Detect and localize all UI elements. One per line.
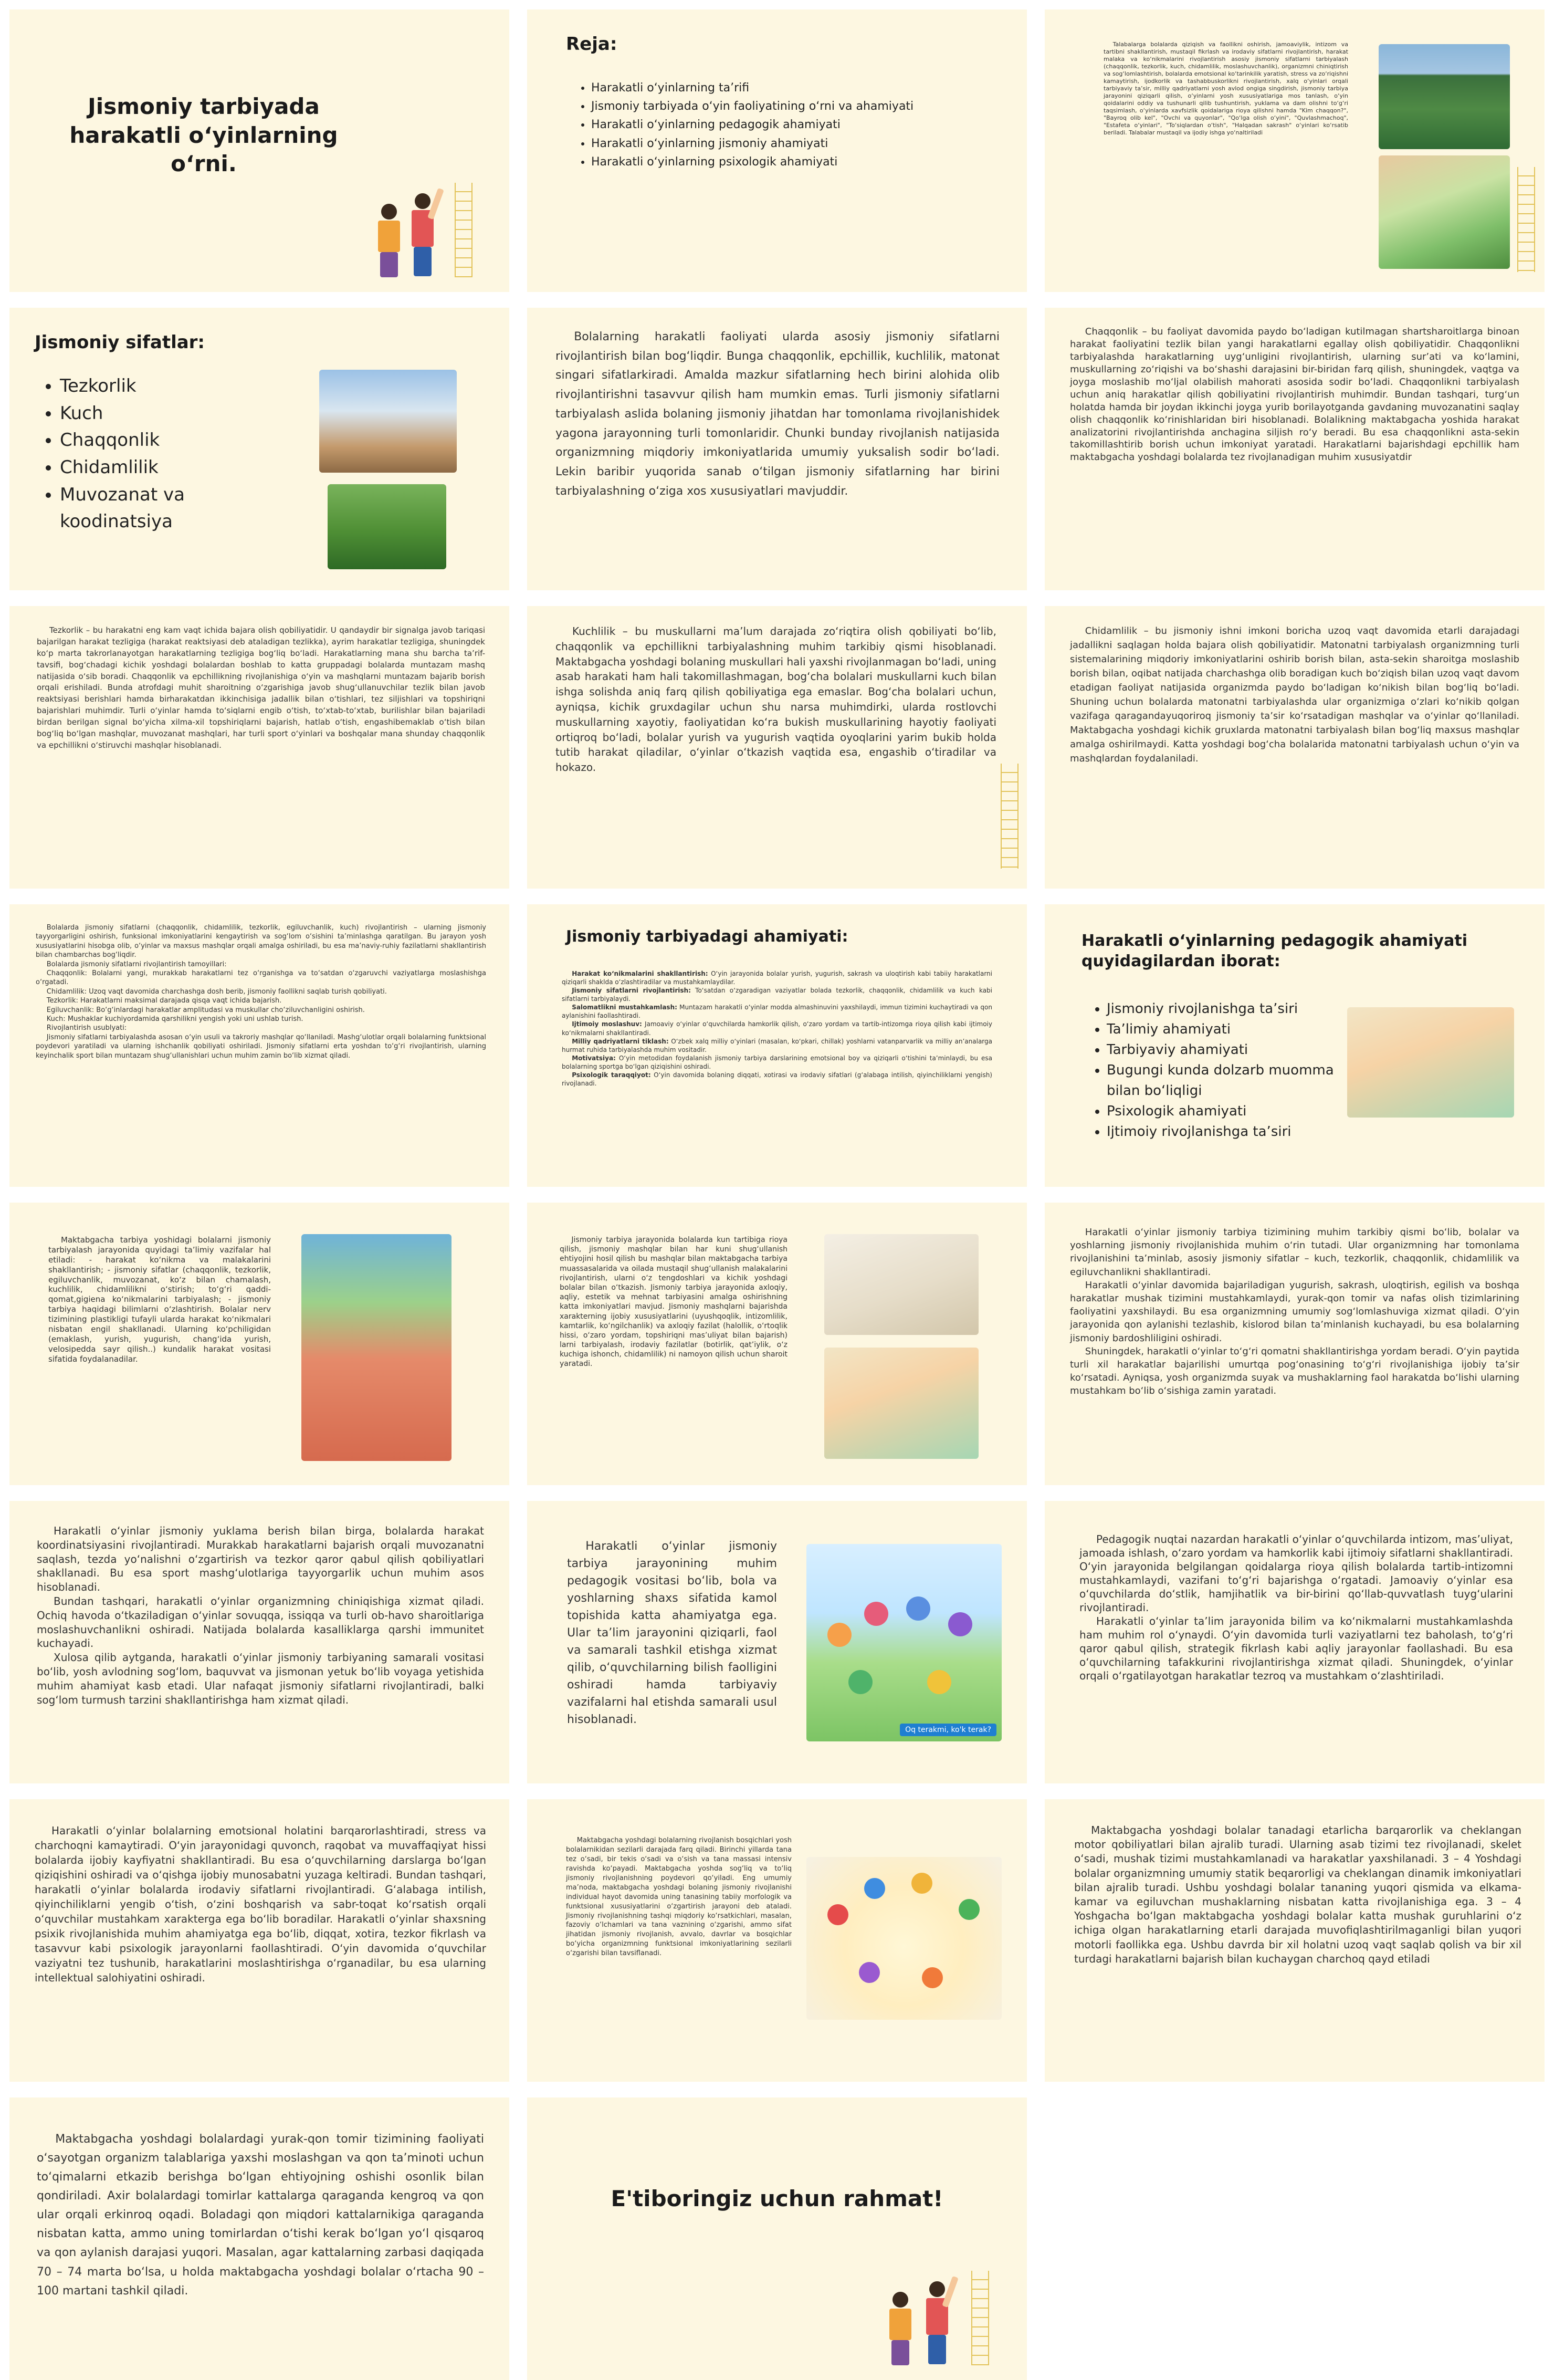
child-figure: [922, 1967, 943, 1988]
child-figure: [859, 1962, 880, 1983]
kid-figure-head: [381, 204, 397, 220]
quality-item: • Chidamlilik: [60, 454, 296, 482]
importance-list: Harakat ko‘nikmalarini shakllantirish: O‘yin jarayonida bolalar yurish, yugurish, sakrash va uloqtirish kabi tabiiy harakatlarni qiziqarli shaklda o‘zlashtiradilar va mustahkamlaydilar. Jismoniy sifatlarni rivojlantirish: To‘satdan o‘zgaradigan vaziyatlar bolada tezkorlik, chaqqonlik, chidamlilik va kuch kabi sifatlarni tarbiyalaydi. Salomatlikni mustahkamlash: Muntazam harakatli o‘yinlar modda almashinuvini yaxshilaydi, immun tizimini kuchaytiradi va qon aylanishini faollashtiradi. Ijtimoiy moslashuv: Jamoaviy o‘yinlar o‘quvchilarda hamkorlik qilish, o‘zaro yordam va tartib-intizomga rioya qilish kabi ijtimoiy ko‘nikmalarni shakllantiradi. Milliy qadriyatlarni tiklash: O‘zbek xalq milliy o‘yinlari (masalan, ko‘pkari, chillak) yoshlarni vatanparvarlik va milliy an’analarga hurmat ruhida tarbiyalashda muhim vositadir. Motivatsiya: O‘yin metodidan foydalanish jismoniy tarbiya darslarining emotsional boy va qiziqarli o‘tishini ta’minlaydi, bu esa bolalarning sportga bo‘lgan qiziqishini oshiradi. Psixologik taraqqiyot: O‘yin davomida bolaning diqqati, xotirasi va irodaviy sifatlari (g‘alabaga intilish, qiyinchiliklarni yengish) rivojlanadi.: [562, 970, 992, 1088]
kids-exercise-photo: [824, 1348, 979, 1459]
slide-principles: [9, 904, 509, 1187]
plan-item: • Harakatli o‘yinlarning psixologik ahamiyati: [591, 153, 1001, 171]
child-figure: [959, 1899, 980, 1920]
development-text: Bolalarning harakatli faoliyati ularda asosiy jismoniy sifatlarni rivojlantirish bilan bog‘liqdir. Bunga chaqqonlik, epchillik, kuchlilik, matonat singari sifatlarkiradi. Amalda mazkur sifatlarning hech birini alohida olib rivojlantirishni tasavvur qilish ham mumkin emas. Turli jismoniy sifatlarni tarbiyalash aslida bolaning jismoniy jihatdan har tomonlama rivojlanishidek yagona jarayonning turli tomonlaridir. Chunki bunday rivojlanish natijasida organizmning miqdoriy imkoniyatlarida umumiy yuksalish sodir bo‘ladi. Lekin baribir yuqorida sanab o‘tilgan jismoniy sifatlarning har birini tarbiyalashning o‘ziga xos xususiyatlari mavjuddir.: [555, 330, 1000, 498]
slide-plan: [527, 9, 1027, 292]
emotional-text: Harakatli o‘yinlar bolalarning emotsional holatini barqarorlashtiradi, stress va charchoqni kamaytiradi. O‘yin jarayonidagi quvonch, raqobat va muvaffaqiyat hissi bolalarda ijobiy kayfiyatni shakllantiradi. Bu esa o‘quvchilarning darslarga bo‘lgan qiziqishini oshiradi va o‘qishga ijobiy munosabatni yuzaga keltiradi. Bundan tashqari, harakatli o‘yinlar bolalarda irodaviy sifatlarni rivojlantiradi. G‘alabaga intilish, qiyinchiliklarni yengib o‘tish, o‘zini boshqarish va sabr-toqat ko‘rsatish orqali o‘quvchilar mustahkam xarakterga ega bo‘lib boradilar. Harakatli o‘yinlar shaxsning psixik rivojlanishida muhim ahamiyatga ega bo‘lib, diqqat, xotira, tezkor fikrlash va tasavvur kabi psixologik jarayonlarni faollashtiradi. O‘yin davomida o‘quvchilar vaziyatni tez tushunib, harakatlarini moslashtirishga o‘rganadilar, bu esa ularning intellektual salohiyatini oshiradi.: [35, 1824, 486, 1984]
slide-agility: [1045, 308, 1545, 590]
slide-endurance: [1045, 606, 1545, 889]
kid-figure-head: [415, 193, 430, 209]
endurance-text: Chidamlilik – bu jismoniy ishni imkoni boricha uzoq vaqt davomida etarli darajadagi jadallikni saqlagan holda bajara olish qobiliyatidir. Matonatni tarbiyalash organizmning turli sistemalarining miqdoriy imkoniyatlarini oshirib borish bilan, asta-sekin sharoitga moslashib borish bilan, oqibat natijada charchashga olib boradigan kuch bo‘ziqish bilan uzoq vaqt davom etadigan faoliyat natijasida organizmda paydo bo‘ladigan ko‘nikish bilan bog‘liq bo‘ladi. Shuning uchun bolalarda matonatni tarbiyalashda ular organizmiga o‘zlari ko‘nikib qolgan vazifaga qaragandayuqoriroq jismoniy ta’sir ko‘rsatadigan mashqlar va o‘yinlar qo‘llaniladi. Maktabgacha yoshdagi kichik gruxlarda matonatni tarbiyalash bilan bog‘liq maxsus mashqlar amalga oshirilmaydi. Katta yoshdagi bog‘cha bolalarida matonatni tarbiyalash uchun o‘yin va mashqlardan foydalaniladi.: [1070, 625, 1519, 764]
pedagogical-item: • Jismoniy rivojlanishga ta’siri: [1107, 999, 1338, 1019]
pedagogical-title: Harakatli o‘yinlarning pedagogik ahamiyati quyidagilardan iborat:: [1082, 932, 1467, 970]
kid-figure-legs: [414, 247, 432, 276]
slide-goals: [1045, 9, 1545, 292]
kids-illustration: [882, 2271, 1008, 2371]
plan-item: • Harakatli o‘yinlarning pedagogik ahamiyati: [591, 116, 1001, 134]
slide-educational-tasks: [9, 1203, 509, 1485]
slide-discipline: [527, 1203, 1027, 1485]
child-figure: [911, 1873, 932, 1894]
thanks-title: E'tiboringiz uchun rahmat!: [611, 2186, 943, 2211]
slide-strength: [527, 606, 1027, 889]
slide-coordination: [9, 1501, 509, 1783]
slide-cardio: [9, 2097, 509, 2380]
slide-motor-abilities: [1045, 1799, 1545, 2082]
slide-speed: [9, 606, 509, 889]
child-figure: [948, 1612, 972, 1636]
qualities-title: Jismoniy sifatlar:: [35, 332, 205, 353]
child-figure: [827, 1623, 852, 1647]
ladder-decoration: [455, 183, 472, 277]
kid-figure-legs: [891, 2340, 909, 2365]
ladder-decoration: [971, 2271, 989, 2365]
slide-development: [527, 308, 1027, 590]
slide-emotional: [9, 1799, 509, 2082]
slide-physical-qualities: [9, 308, 509, 590]
slide-pedagogical: [1045, 904, 1545, 1187]
pedagogical-tool-text: Harakatli o‘yinlar jismoniy tarbiya jarayonining muhim pedagogik vositasi bo‘lib, bola va yoshlarning shaxs sifatida kamol topishida katta ahamiyatga ega. Ular ta’lim jarayonini qiziqarli, faol va samarali tashkil etishga xizmat qilib, o‘quvchilarning bilish faolligini oshiradi hamda tarbiyaviy vazifalarni hal etishda samarali usul hisoblanadi.: [567, 1540, 777, 1726]
coordination-text: Harakatli o‘yinlar jismoniy yuklama berish bilan birga, bolalarda harakat koordinatsiyasini rivojlantiradi. Murakkab harakatlarni bajarish orqali muvozanatni saqlash, tezda yo‘nalishni o‘zgartirish va tezkor qaror qabul qilish qobiliyatlari shakllanadi. Bu esa sport mashg‘ulotlariga tayyorgarlik uchun muhim asos hisoblanadi. Bundan tashqari, harakatli o‘yinlar organizmning chiniqishiga xizmat qiladi. Ochiq havoda o‘tkaziladigan o‘yinlar sovuqqa, issiqqa va turli ob-havo sharoitlariga moslashuvchanlikni oshiradi. Natijada bolalarda kasalliklarga qarshi immunitet kuchayadi. Xulosa qilib aytganda, harakatli o‘yinlar jismoniy tarbiyaning samarali vositasi bo‘lib, yosh avlodning sog‘lom, baquvvat va jismonan yetuk bo‘lib voyaga yetishida muhim ahamiyat kasb etadi. Ular nafaqat jismoniy sifatlarni rivojlantiradi, balki sog‘lom turmush tarzini shakllantirishga ham xizmat qiladi.: [37, 1525, 484, 1706]
kid-figure-body: [378, 221, 400, 252]
kid-figure-legs: [928, 2335, 946, 2364]
qualities-list: [48, 373, 296, 536]
quality-item: • Chaqqonlik: [60, 427, 296, 454]
kid-figure-head: [929, 2281, 945, 2297]
kid-figure-legs: [380, 252, 398, 277]
slide-importance: [527, 904, 1027, 1187]
slide-pedagogical-tool: [527, 1501, 1027, 1783]
pedagogical-item: • Bugungi kunda dolzarb muomma bilan bo‘liqligi: [1107, 1060, 1338, 1101]
child-figure: [906, 1596, 930, 1621]
child-figure: [927, 1670, 951, 1694]
slide-physical-development: [1045, 1203, 1545, 1485]
discipline-text: Jismoniy tarbiya jarayonida bolalarda kun tartibiga rioya qilish, jismoniy mashqlar bilan har kuni shug‘ullanish ehtiyojini hosil qilish bu mashqlar bilan maktabgacha tarbiya muassasalarida va oilada mustaqil shug‘ullanish malakalarini rivojlantirish, ularni o‘z tengdoshlari va kichik yoshdagi bolalar bilan o‘tkazish. Jismoniy tarbiya jarayonida axloqiy, aqliy, estetik va mehnat tarbiyasini amalga oshirishning katta imkoniyatlari mavjud. Jismoniy mashqlarni bajarishda xarakterning ijobiy xususiyatlarini (uyushqoqlik, intizomlilik, kamtarlik, ko‘ngilchanlik) va axloqiy fazilat (halollik, o‘rtoqlik hissi, o‘zaro yordam, topshiriqni mas’uliyat bilan bajarish) larni tarbiyalash, irodaviy fazilatlar (botirlik, qat’iylik, o‘z kuchiga ishonch, chidamlilik) ni namoyon qilish uchun sharoit yaratadi.: [560, 1236, 788, 1369]
kids-running-photo: [328, 484, 446, 569]
child-figure: [864, 1602, 888, 1626]
kid-figure-head: [892, 2292, 908, 2308]
pedagogical-list: [1095, 999, 1338, 1142]
classroom-photo: [1347, 1007, 1514, 1118]
slide-thanks: [527, 2097, 1027, 2380]
ladder-decoration: [1517, 167, 1535, 272]
ladder-decoration: [1001, 764, 1018, 869]
stadium-photo: [1379, 44, 1510, 149]
gym-hall-photo: [824, 1234, 979, 1335]
child-figure: [827, 1904, 848, 1925]
physical-development-text: Harakatli o‘yinlar jismoniy tarbiya tizimining muhim tarkibiy qismi bo‘lib, bolalar va yoshlarning jismoniy rivojlanishida muhim o‘rin tutadi. Ular organizmning har tomonlama rivojlanishini ta’minlab, asosiy jismoniy sifatlar – kuch, tezkorlik, chaqqonlik, chidamlilik va egiluvchanlikni shakllantiradi. Harakatli o‘yinlar davomida bajariladigan yugurish, sakrash, uloqtirish, egilish va boshqa harakatlar mushak tizimini mustahkamlaydi, yurak-qon tomir va nafas olish tizimlarining faoliyatini yaxshilaydi. Bu esa organizmning umumiy sog‘lomlashuviga xizmat qiladi. O‘yin jarayonida qon aylanishi tezlashib, kislorod bilan ta’minlanish kuchayadi, bu esa bolalarning jismoniy bardoshliligini oshiradi. Shuningdek, harakatli o‘yinlar to‘g‘ri qomatni shakllantirishga yordam beradi. O‘yin paytida turli xil harakatlar bajarilishi umurtqa pog‘onasining to‘g‘ri rivojlanishiga ijobiy ta’sir ko‘rsatadi. Ayniqsa, yosh organizmda suyak va mushaklarning faol harakatda bo‘lishi ularning mustahkam bo‘lib o‘sishiga zamin yaratadi.: [1070, 1227, 1519, 1397]
child-figure: [864, 1878, 885, 1899]
speed-text: Tezkorlik – bu harakatni eng kam vaqt ichida bajara olish qobiliyatidir. U qandaydir bir signalga javob tariqasi bajarilgan harakat tezligiga (harakat reaktsiyasi deb ataladigan tezlikka), ayrim harakatlar tezligiga, shuningdek ko‘p marta takrorlanayotgan harakatlarning tezligiga bog‘liq bo‘ladi. Harakatlarning mana shu barcha ta’rif-tavsifi, bog‘chadagi kichik yoshdagi bolalardan boshlab to katta gruppadagi bolalarda muntazam mashq natijasida o‘sib boradi. Chaqqonlik va epchillikning rivojlanishiga o‘yin va mashqlarni muntazam bajarib borish orqali erishiladi. Bunda atrofdagi muhit sharoitning o‘zgarishiga javob shug‘ullanuvchilar tezlik bilan javob reaktsiyasi berishlari hamda birharakatdan ikkinchisiga jadallik bilan o‘tishlari, tez siljishlari va topshiriqni bajarishlari muhimdir. Turli o‘yinlar hamda to‘siqlarni engib o‘tish, to‘xtab-to‘xtab, burilishlar bilan bajariladi birdan berilgan signal bo‘yicha xilma-xil topshiriqlarni bajarish, hatlab o‘tish, engashibemaklab o‘tish bilan bog‘liq bo‘lgan mashqlar, muvozanat mashqlari, har turli sport o‘yinlari va boshqalar mana shunday chaqqonlik va epchillikni o‘stiruvchi mashqlar hisoblanadi.: [37, 625, 485, 750]
pedagogical-item: • Ijtimoiy rivojlanishga ta’siri: [1107, 1122, 1338, 1142]
stages-text: Maktabgacha yoshdagi bolalarning rivojlanish bosqichlari yosh bolalarnikidan sezilarli darajada farq qiladi. Birinchi yillarda tana tez o‘sadi, bir tekis o‘sadi va o‘sish va tana massasi intensiv ravishda ko‘payadi. Maktabgacha yoshda sog‘liq va to‘liq jismoniy rivojlanishning poydevori qo‘yiladi. Eng umumiy ma’noda, maktabgacha yoshdagi bolaning jismoniy rivojlanishi individual hayot davomida uning tanasining tabiiy morfologik va funktsional xususiyatlarini o‘zgartirish jarayoni deb ataladi. Jismoniy rivojlanishning tashqi miqdoriy ko‘rsatkichlari, masalan, fazoviy o‘lchamlari va tana vaznining o‘zgarishi, ammo sifat jihatidan jismoniy rivojlanish, avvalo, davrlar va bosqichlar bo‘yicha organizmning funktsional imkoniyatlarining sezilarli o‘zgarishi bilan tavsiflanadi.: [566, 1836, 792, 1958]
kids-illustration: [371, 183, 491, 283]
kid-figure-body: [889, 2309, 911, 2340]
children-playing-photo: [301, 1234, 452, 1461]
cardio-text: Maktabgacha yoshdagi bolalardagi yurak-qon tomir tizimining faoliyati o‘sayotgan organizm talablariga yaxshi moslashgan va qon ta’minoti uchun to‘qimalarni etkazib berishga bo‘lgan ehtiyojning oshishi osonlik bilan qondiriladi. Axir bolalardagi tomirlar kattalarga qaraganda kengroq va qon ular orqali erkinroq oqadi. Boladagi qon miqdori kattalarnikiga qaraganda nisbatan katta, ammo uning tomirlardan o‘tishi kerak bo‘lgan yo‘l qisqaroq va qon aylanish darajasi yuqori. Masalan, agar kattalarning zarbasi daqiqada 70 – 74 marta bo‘lsa, u holda maktabgacha yoshdagi bolalar o‘rtacha 90 – 100 martani tashkil qiladi.: [37, 2133, 484, 2298]
pedagogical-item: • Psixologik ahamiyati: [1107, 1101, 1338, 1122]
slide-social-qualities: [1045, 1501, 1545, 1783]
educational-tasks-text: Maktabgacha tarbiya yoshidagi bolalarni jismoniy tarbiyalash jarayonida quyidagi ta’limiy vazifalar hal etiladi: - harakat ko‘nikma va malakalarini shakllantirish; - jismoniy sifatlar (chaqqonlik, tezkorlik, egiluvchanlik, muvozanat, ko‘z bilan chamalash, kuchlilik, chidamlilikni o‘stirish; to‘g‘ri qaddi-qomat,gigiena ko‘nikmalarini tarbiyalash; - jismoniy tarbiya haqidagi bilimlarni o‘zlashtirish. Bolalar nerv tizimining plastikligi tufayli ularda harakat ko‘nikmalari nisbatan engil shakllanadi. Ularning ko‘pchiligidan (emaklash, yurish, yugurish, chang‘ida yurish, velosipedda sayr qilish..) kundalik harakat vositasi sifatida foydalanadilar.: [48, 1235, 271, 1364]
child-figure: [848, 1670, 873, 1694]
social-qualities-text: Pedagogik nuqtai nazardan harakatli o‘yinlar o‘quvchilarda intizom, mas’uliyat, jamoada ishlash, o‘zaro yordam va hamkorlik kabi ijtimoiy sifatlarni shakllantiradi. O‘yin jarayonida belgilangan qoidalarga rioya qilish bolalarda tartib-intizomni mustahkamlaydi, vazifani to‘g‘ri bajarishga o‘rgatadi. Jamoaviy o‘yinlar esa o‘quvchilarda do‘stlik, hamjihatlik va bir-birini qo‘llab-quvvatlash tuyg‘ularini rivojlantiradi. Harakatli o‘yinlar ta’lim jarayonida bilim va ko‘nikmalarni mustahkamlashda ham muhim rol o‘ynaydi. O‘yin davomida turli vaziyatlarni tez baholash, to‘g‘ri qaror qabul qilish, strategik fikrlash kabi aqliy jarayonlar faollashadi. Bu esa o‘quvchilarning tafakkurini rivojlantirishga xizmat qiladi. Shuningdek, o‘yinlar orqali o‘rgatilayotgan harakatlar tezroq va mustahkam o‘zlashtiriladi.: [1079, 1533, 1513, 1682]
importance-title: Jismoniy tarbiyadagi ahamiyati:: [566, 927, 848, 946]
plan-item: • Jismoniy tarbiyada o‘yin faoliyatining o‘rni va ahamiyati: [591, 97, 1001, 116]
slide-title: [9, 9, 509, 292]
principles-text: Bolalarda jismoniy sifatlarni (chaqqonlik, chidamlilik, tezkorlik, egiluvchanlik, kuch) rivojlantirish – ularning jismoniy tayyorgarligini oshirish, funksional imkoniyatlarini kengaytirish va sog‘lom o‘sishini ta’minlashga qaratilgan. Bu jarayon yosh xususiyatlarini hisobga olib, o‘yinlar va maxsus mashqlar orqali amalga oshiriladi, bu esa ma’naviy-ruhiy fazilatlarni shakllantirish bilan chambarchas bog‘liqdir. Bolalarda jismoniy sifatlarni rivojlantirish tamoyillari: Chaqqonlik: Bolalarni yangi, murakkab harakatlarni tez o‘rganishga va to‘satdan o‘zgaruvchi vaziyatlarga moslashishga o‘rgatadi. Chidamlilik: Uzoq vaqt davomida charchashga dosh berib, jismoniy faollikni saqlab turish qobiliyati. Tezkorlik: Harakatlarni maksimal darajada qisqa vaqt ichida bajarish. Egiluvchanlik: Bo‘g‘inlardagi harakatlar amplitudasi va muskullar cho‘ziluvchanligini oshirish. Kuch: Mushaklar kuchiyordamida qarshilikni yengish yoki uni ushlab turish. Rivojlantirish usublyati: Jismoniy sifatlarni tarbiyalashda asosan o‘yin usuli va takroriy mashqlar qo‘llaniladi. Mashg‘ulotlar orqali bolalarning funktsional poydevori yaratiladi va ularning ishchanlik qobiliyati oshiriladi. Jismoniy sifatlarni erta yoshdan to‘g‘ri rivojlantirish, ularning keyinchalik sport bilan muntazam shug‘ullanishlari uchun muhim zamin bo‘lib xizmat qiladi.: [36, 924, 486, 1060]
goals-text: Talabalarga bolalarda qiziqish va faollikni oshirish, jamoaviylik, intizom va tartibni shakllantirish, mustaqil fikrlash va irodaviy sifatlarni rivojlantirish, harakat malaka va ko‘nikmalarini rivojlantirish asosiy jismoniy sifatlarni tarbiyalash (chaqqonlik, tezkorlik, kuch, chidamlilik, moslashuvchanlik), organizmni chiniqtirish va sog‘lomlashtirish, bolalarda emotsional ko‘tarinkilik yaratish, stress va zo‘riqishni kamaytirish, ijodkorlik va tashabbuskorlikni rivojlantirish, xalq o‘yinlari orqali tarbiyaviy ta’sir, milliy qadriyatlarni yosh avlod ongiga singdirish, jismoniy tarbiya jarayonini qiziqarli qilish, o‘yinlarni yosh xususiyatlariga mos tanlash, o‘yin qoidalarini oddiy va tushunarli qilib tushuntirish, yuklama va dam olishni to‘g‘ri taqsimlash, o‘yinlarda xavfsizlik qoidalariga rioya qilishni hamda "Kim chaqqon?", "Bayroq olib kel", "Ovchi va quyonlar", "Qo‘lga olish o‘yini", "Quvlashmachoq", "Estafeta o‘yinlari", "To‘siqlardan o‘tish", "Halqadan sakrash" o‘yinlari ko‘rsatib beriladi. Talabalar mustaqil va ijodiy ishga yo‘naltiriladi: [1104, 41, 1348, 136]
strength-text: Kuchlilik – bu muskullarni ma’lum darajada zo‘riqtira olish qobiliyati bo‘lib, chaqqonlik va epchillikni tarbiyalashning muhim tarkibiy qismi hisoblanadi. Maktabgacha yoshdagi bolaning muskullari hali yaxshi rivojlanmagan bo‘ladi, uning asab harakati ham hali takomillashmagan, bog‘cha bolalari muskullarni kuch bilan ishga solishda aniq farq qilish qobiliyatiga ega emaslar. Bog‘cha bolalari uchun, ayniqsa, kichik gruxdagilar uchun shu narsa muhimdirki, ularda rostlovchi muskullarning xayotiy, faoliyatidan ko‘ra bukish muskullarining hayotiy faoliyati ortiqroq bo‘ladi, bolalar yurish va yugurish vaqtida oyoqlarini yarim bukib holda tutib harakat qiladilar, o‘yinlar o‘tkazish vaqtida esa, engashib o‘tiradilar va hokazo.: [555, 625, 996, 774]
plan-list: [580, 79, 1001, 171]
pedagogical-item: • Ta’limiy ahamiyati: [1107, 1019, 1338, 1040]
plan-title: Reja:: [566, 34, 617, 55]
plan-item: • Harakatli o‘yinlarning ta’rifi: [591, 79, 1001, 97]
children-sport-photo: [1379, 155, 1510, 269]
quality-item: • Tezkorlik: [60, 373, 296, 400]
agility-text: Chaqqonlik – bu faoliyat davomida paydo bo‘ladigan kutilmagan shartsharoitlarga binoan harakat faoliyatini tezlik bilan yangi harakatlarni egallay olish qobiliyatidir. Chaqqonlikni tarbiyalashda harakatlarning uyg‘unligini rivojlantirish, ularning sur’ati va ko‘lamini, muskullarning zo‘riqishi va bo‘shashi darajasini bir-biridan farq qilish, shuningdek, vaqtga va joyga moslashib mo‘ljal olabilish mahorati asosida sodir bo‘ladi. Chaqqonlikni tarbiyalash uchun aniq harakatlar qilish qobiliyatini rivojlantirish muhimdir. Bundan tashqari, turg‘un holatda hamda bir joydan ikkinchi joyga yurib borilayotganda gavdaning muvozanatini saqlay olish chaqqonlik ko‘rinishlaridan biri hisoblanadi. Bolalikning maktabgacha yoshida harakat analizatorini rivojlantirishda anchagina siljish ro‘y beradi. Bu esa chaqqonlikni asta-sekin takomillashtirib borish uchun imkoniyat yaratadi. Harakatlarni bajarishdagi epchillik ham maktabgacha yoshdagi bolalarda tez rivojlanadigan muhim xususiyatdir: [1070, 326, 1519, 463]
pedagogical-item: • Tarbiyaviy ahamiyati: [1107, 1040, 1338, 1060]
quality-item: • Kuch: [60, 400, 296, 427]
gym-photo: [319, 370, 457, 473]
plan-item: • Harakatli o‘yinlarning jismoniy ahamiyati: [591, 134, 1001, 153]
cartoon-circle-game-image: [806, 1544, 1002, 1741]
children-circle-image: [806, 1857, 1002, 2020]
image-caption: Oq terakmi, ko'k terak?: [900, 1724, 996, 1736]
slide-stages: [527, 1799, 1027, 2082]
presentation-title: Jismoniy tarbiyada harakatli o‘yinlarning o‘rni.: [69, 93, 338, 177]
quality-item: • Muvozanat va koodinatsiya: [60, 482, 296, 536]
motor-abilities-text: Maktabgacha yoshdagi bolalar tanadagi etarlicha barqarorlik va cheklangan motor qobiliyatlari bilan ajralib turadi. Ularning asab tizimi tez rivojlanadi, skelet o‘sadi, mushak tizimi mustahkamlanadi va harakatlar yaxshilanadi. 3 – 4 Yoshdagi bolalar organizmning umumiy statik beqarorligi va cheklangan dinamik imkoniyatlari bilan ajralib turadi. Ushbu yoshdagi bolalar tananing yuqori qismida va elkama-kamar va egiluvchan mushaklarning nisbatan katta rivojlanishiga ega. 3 – 4 Yoshgacha bo‘lgan maktabgacha yoshdagi bolalar katta mushak guruhlarini o‘z ichiga olgan harakatlarning etarli darajada muvofiqlashtirilmaganligi bilan yuqori motorli faollikka ega. Ushbu davrda bir xil holatni uzoq vaqt saqlab qolish va bir xil turdagi harakatlarni bajarish bilan kuchaygan charchoq qayd etiladi: [1074, 1824, 1521, 1965]
